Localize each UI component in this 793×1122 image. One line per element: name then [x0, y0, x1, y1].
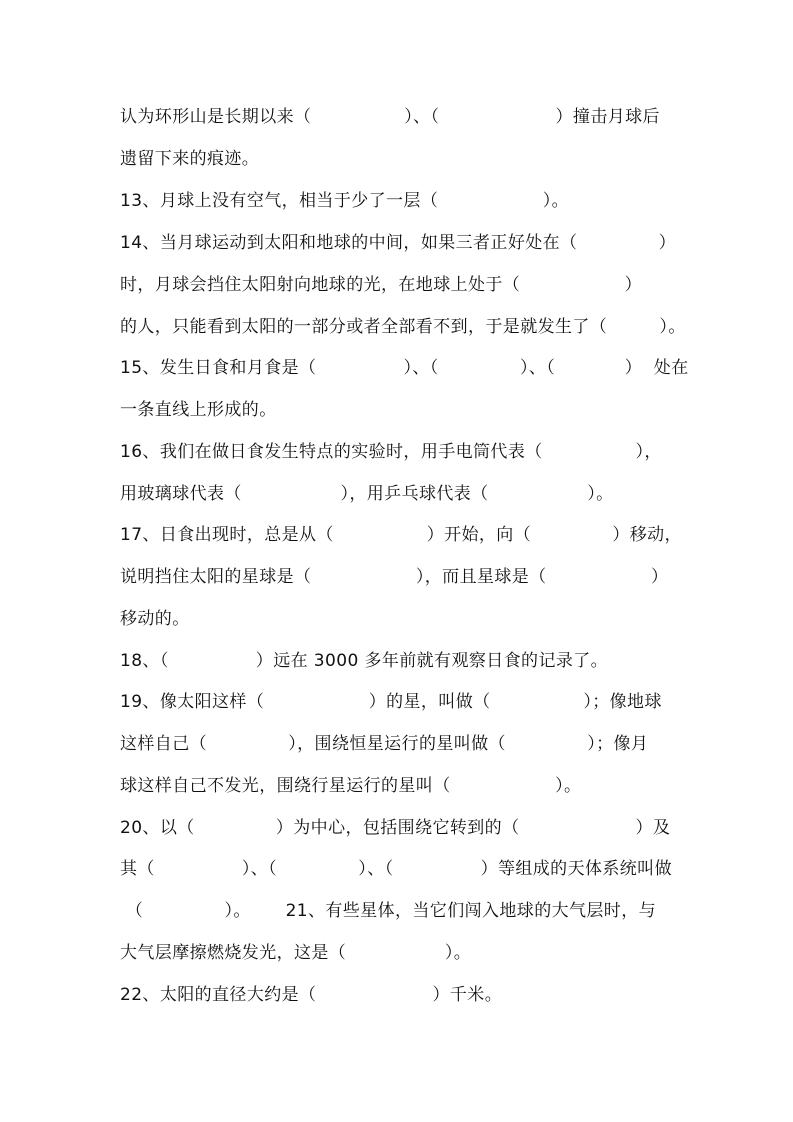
question-17-cont-1: 说明挡住太阳的星球是（ ），而且星球是（ ）: [120, 567, 669, 587]
question-14-cont-1: 时，月球会挡住太阳射向地球的光，在地球上处于（ ）: [120, 275, 643, 295]
question-16: 16、我们在做日食发生特点的实验时，用手电筒代表（ ），: [120, 442, 662, 462]
text-line-intro: 认为环形山是长期以来（ ）、（ ）撞击月球后: [120, 107, 660, 127]
question-18: 18、（ ）远在 3000 多年前就有观察日食的记录了。: [120, 651, 609, 671]
question-19-cont-1: 这样自己（ ），围绕恒星运行的星叫做（ ）；像月: [120, 734, 649, 754]
question-15: 15、发生日食和月食是（ ）、（ ）、（ ） 处在: [120, 358, 689, 378]
question-13: 13、月球上没有空气，相当于少了一层（ ）。: [120, 191, 569, 211]
question-16-cont: 用玻璃球代表（ ），用乒乓球代表（ ）。: [120, 484, 614, 504]
question-20: 20、以（ ）为中心，包括围绕它转到的（ ）及: [120, 818, 671, 838]
text-line-intro-cont: 遗留下来的痕迹。: [120, 149, 260, 169]
question-14-cont-2: 的人，只能看到太阳的一部分或者全部看不到，于是就发生了（ ）。: [120, 317, 686, 337]
question-14: 14、当月球运动到太阳和地球的中间，如果三者正好处在（ ）: [120, 233, 677, 253]
question-15-cont: 一条直线上形成的。: [120, 400, 277, 420]
question-17-cont-2: 移动的。: [120, 609, 190, 629]
question-17: 17、日食出现时，总是从（ ）开始，向（ ）移动，: [120, 525, 682, 545]
question-22: 22、太阳的直径大约是（ ）千米。: [120, 985, 503, 1005]
question-20-cont: 其（ ）、（ ）、（ ）等组成的天体系统叫做: [120, 859, 672, 879]
question-19: 19、像太阳这样（ ）的星，叫做（ ）；像地球: [120, 692, 662, 712]
question-21-cont: 大气层摩擦燃烧发光，这是（ ）。: [120, 943, 472, 963]
question-20-21: （ ）。 21、有些星体，当它们闯入地球的大气层时，与: [120, 901, 657, 921]
question-19-cont-2: 球这样自己不发光，围绕行星运行的星叫（ ）。: [120, 776, 582, 796]
